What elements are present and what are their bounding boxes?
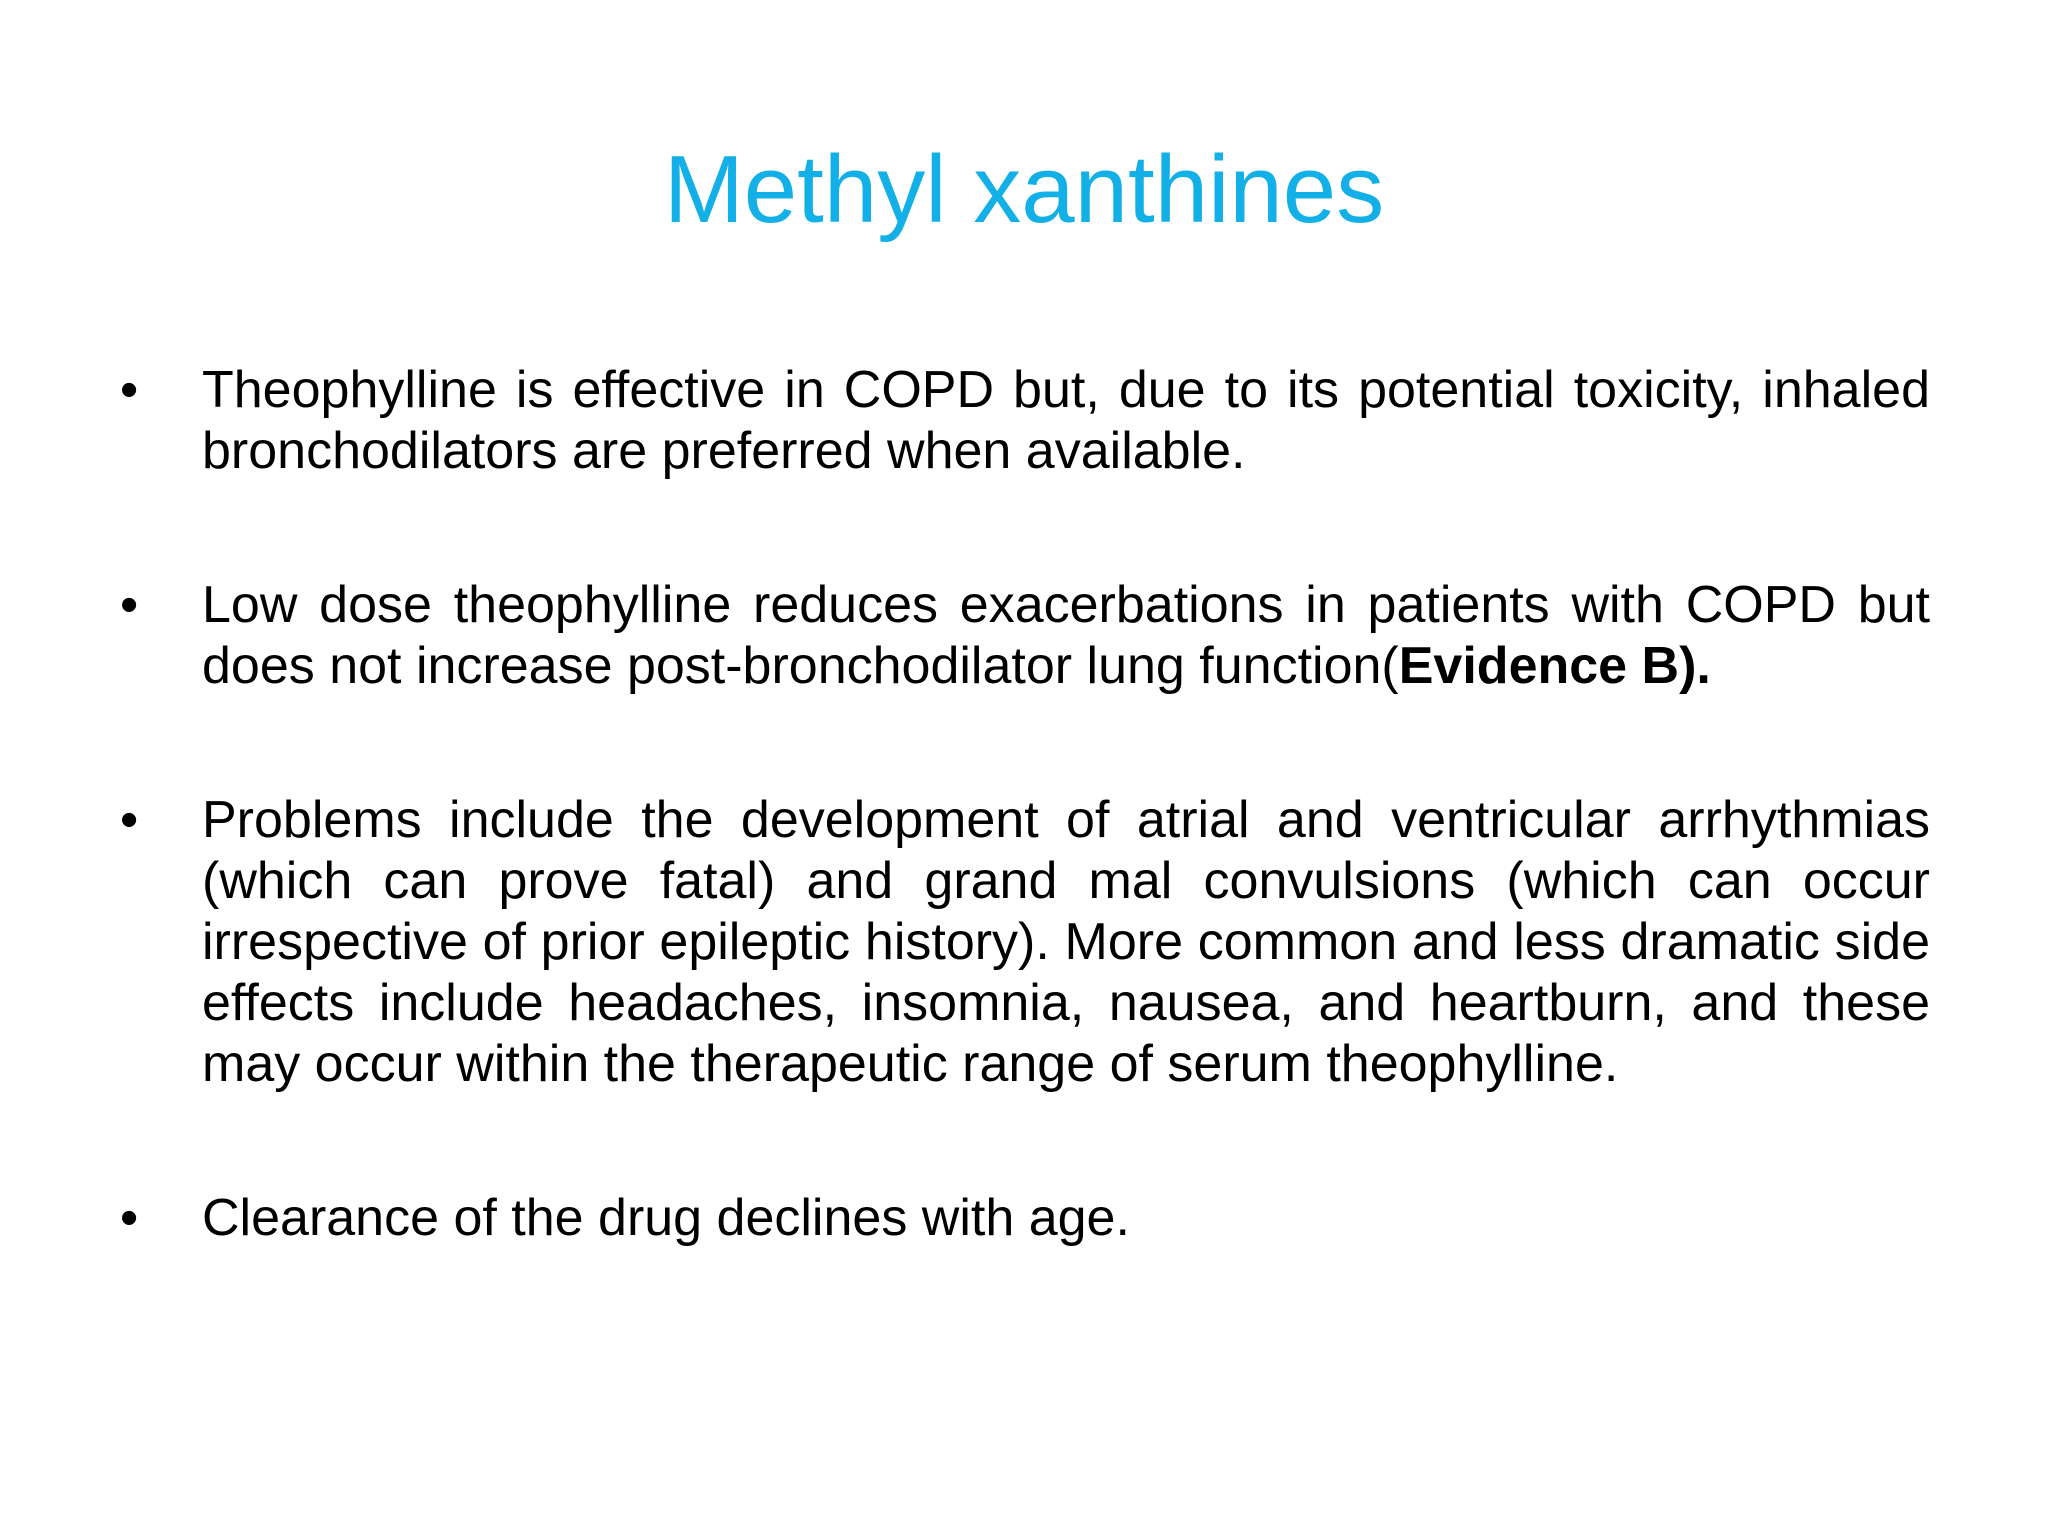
evidence-label: Evidence B). [1398, 637, 1711, 695]
bullet-item [120, 1188, 1930, 1249]
slide-title: Methyl xanthines [663, 136, 1385, 243]
bullet-icon: • [120, 791, 139, 849]
bullet-item [120, 360, 1930, 482]
bullet-list [120, 360, 1930, 1249]
bullet-item [120, 575, 1930, 697]
bullet-text: Theophylline is effective in COPD but, due to its potential toxicity, inhaled bronchodilators are preferred when available. [202, 361, 1930, 480]
bullet-icon: • [120, 361, 139, 419]
bullet-icon: • [120, 1189, 139, 1247]
bullet-text: Low dose theophylline reduces exacerbations in patients with COPD but does not increase post-bronchodilator lung function( [202, 576, 1930, 695]
bullet-icon: • [120, 576, 139, 634]
bullet-text: Problems include the development of atrial and ventricular arrhythmias (which can prove fatal) and grand mal convulsions (which can occur irrespective of prior epileptic history). More common and less dramatic side effects include headaches, insomnia, nausea, and heartburn, and these may occur within the therapeutic range of serum theophylline. [202, 791, 1930, 1093]
bullet-text: Clearance of the drug declines with age. [202, 1189, 1130, 1247]
bullet-item [120, 790, 1930, 1095]
